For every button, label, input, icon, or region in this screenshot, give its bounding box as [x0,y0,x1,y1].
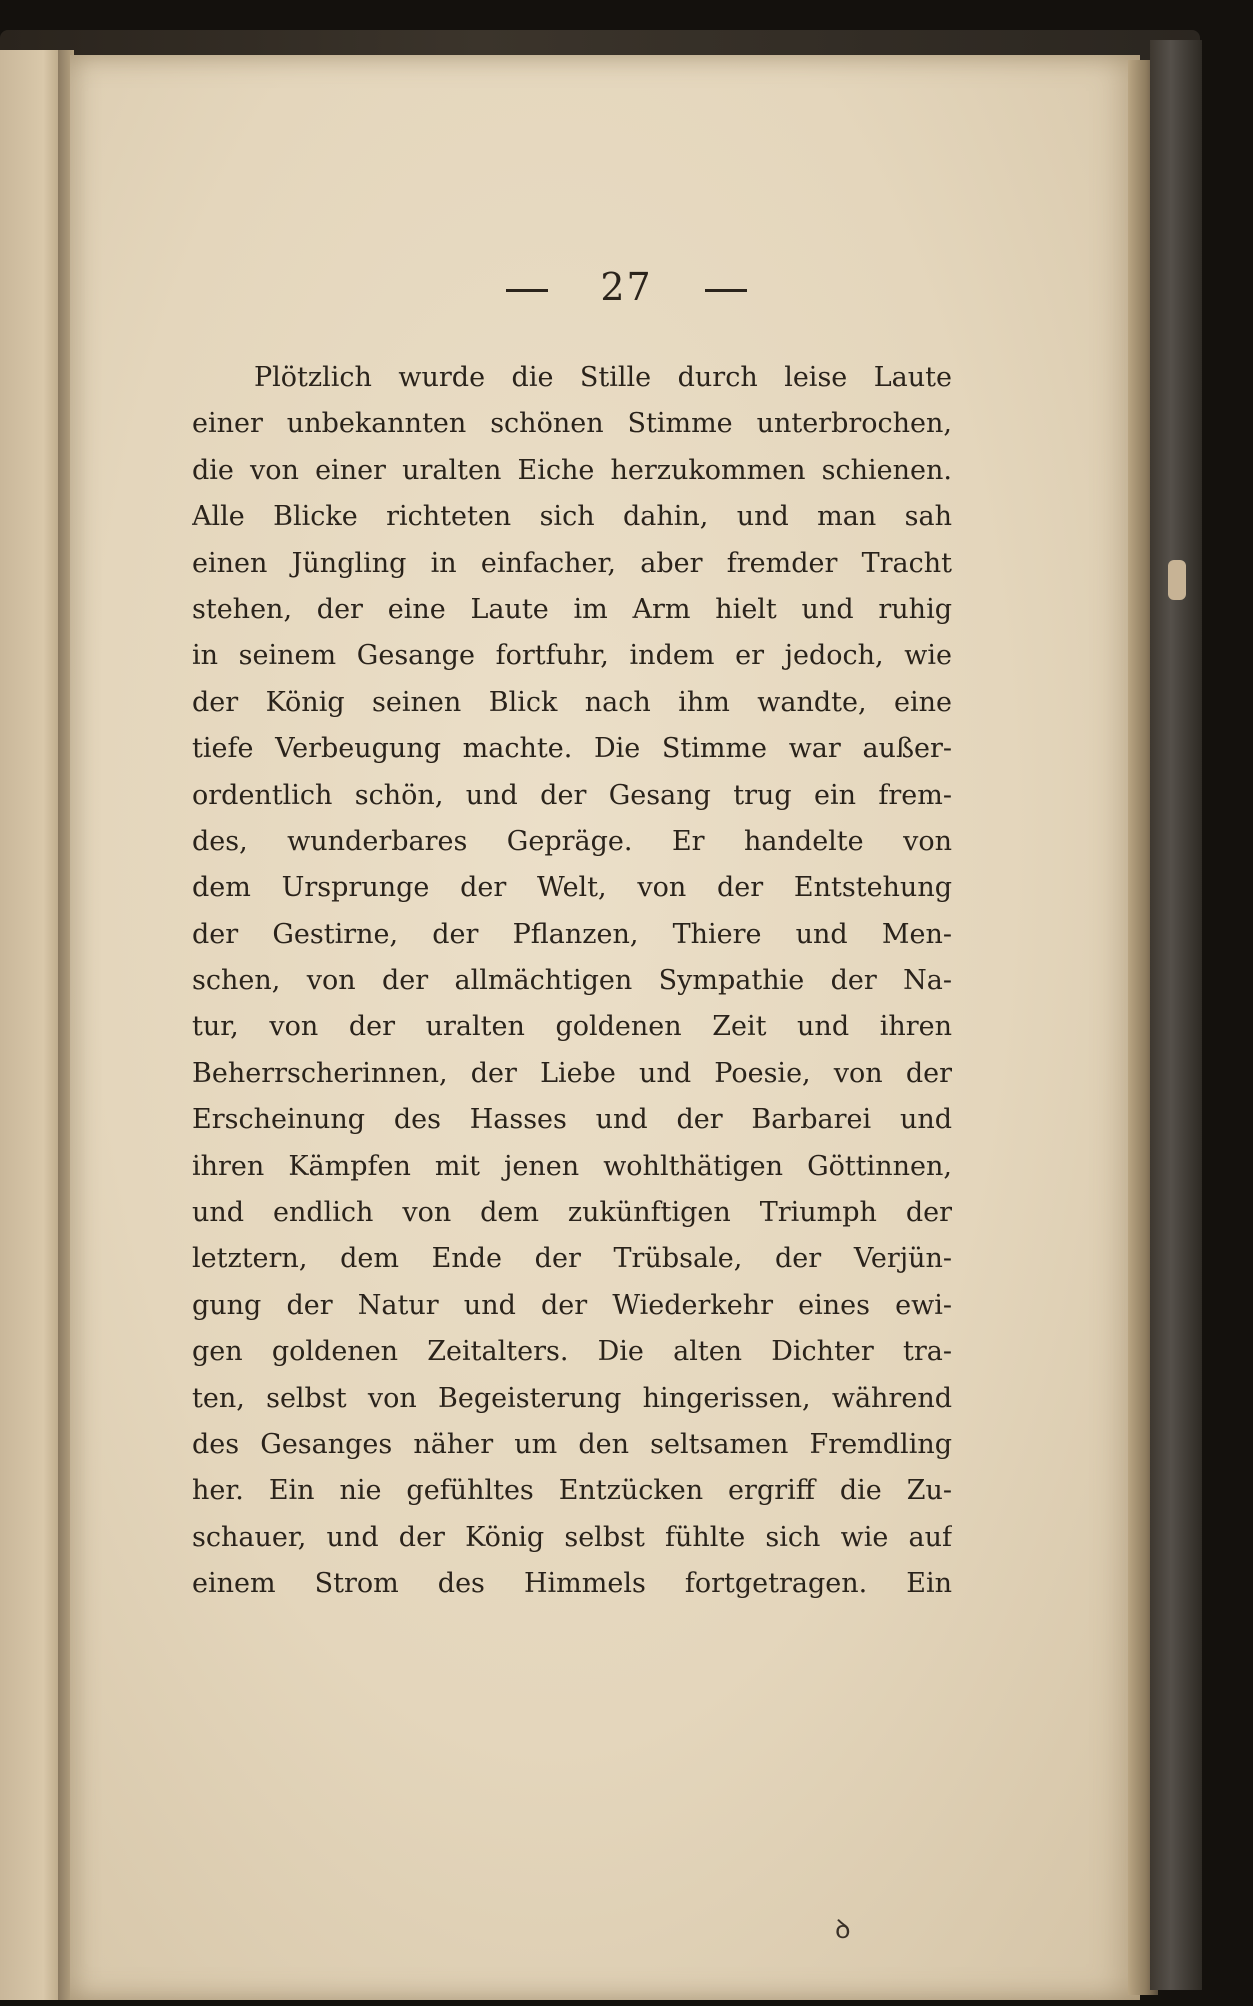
text-line: Beherrscherinnen, der Liebe und Poesie, von der [192,1057,952,1089]
text-line: ten, selbst von Begeisterung hingerissen, während [192,1382,952,1414]
text-line: dem Ursprunge der Welt, von der Entstehung [192,872,952,904]
text-line: ordentlich schön, und der Gesang trug ein frem- [192,779,952,811]
signature-mark: ꝺ [835,1915,851,1945]
text-line: gen goldenen Zeitalters. Die alten Dichter tra- [192,1336,952,1368]
text-line: gung der Natur und der Wiederkehr eines ewi- [192,1289,952,1321]
text-line: des Gesanges näher um den seltsamen Fremdling [192,1428,952,1460]
header-dash-right [705,289,747,292]
text-line: des, wunderbares Gepräge. Er handelte von [192,825,952,857]
text-line: die von einer uralten Eiche herzukommen schienen. [192,454,952,486]
cover-edge [1150,40,1202,1990]
header-dash-left [506,289,548,292]
text-line: der Gestirne, der Pflanzen, Thiere und Men- [192,918,952,950]
text-line: einem Strom des Himmels fortgetragen. Ein [192,1568,952,1600]
text-line: Erscheinung des Hasses und der Barbarei und [192,1104,952,1136]
text-line: tiefe Verbeugung machte. Die Stimme war außer- [192,733,952,765]
text-line: der König seinen Blick nach ihm wandte, eine [192,686,952,718]
text-line: letztern, dem Ende der Trübsale, der Verjün- [192,1243,952,1275]
text-line: einen Jüngling in einfacher, aber fremder Tracht [192,547,952,579]
text-line: her. Ein nie gefühltes Entzücken ergriff die Zu- [192,1475,952,1507]
text-line: einer unbekannten schönen Stimme unterbrochen, [192,408,952,440]
body-text [192,355,952,1608]
page-number: 27 [600,265,653,309]
text-line: Plötzlich wurde die Stille durch leise Laute [254,362,952,393]
text-line: schen, von der allmächtigen Sympathie der Na- [192,965,952,997]
left-facing-page [0,50,62,2000]
text-line: ihren Kämpfen mit jenen wohlthätigen Göttinnen, [192,1150,952,1182]
text-line: in seinem Gesange fortfuhr, indem er jedoch, wie [192,640,952,672]
page-header [0,265,1253,309]
text-line: Alle Blicke richteten sich dahin, und man sah [192,501,952,533]
text-line: und endlich von dem zukünftigen Triumph der [192,1197,952,1229]
text-line: schauer, und der König selbst fühlte sich wie auf [192,1521,952,1553]
text-line: stehen, der eine Laute im Arm hielt und ruhig [192,593,952,625]
text-line: tur, von der uralten goldenen Zeit und ihren [192,1011,952,1043]
paper-stain [1168,560,1186,600]
